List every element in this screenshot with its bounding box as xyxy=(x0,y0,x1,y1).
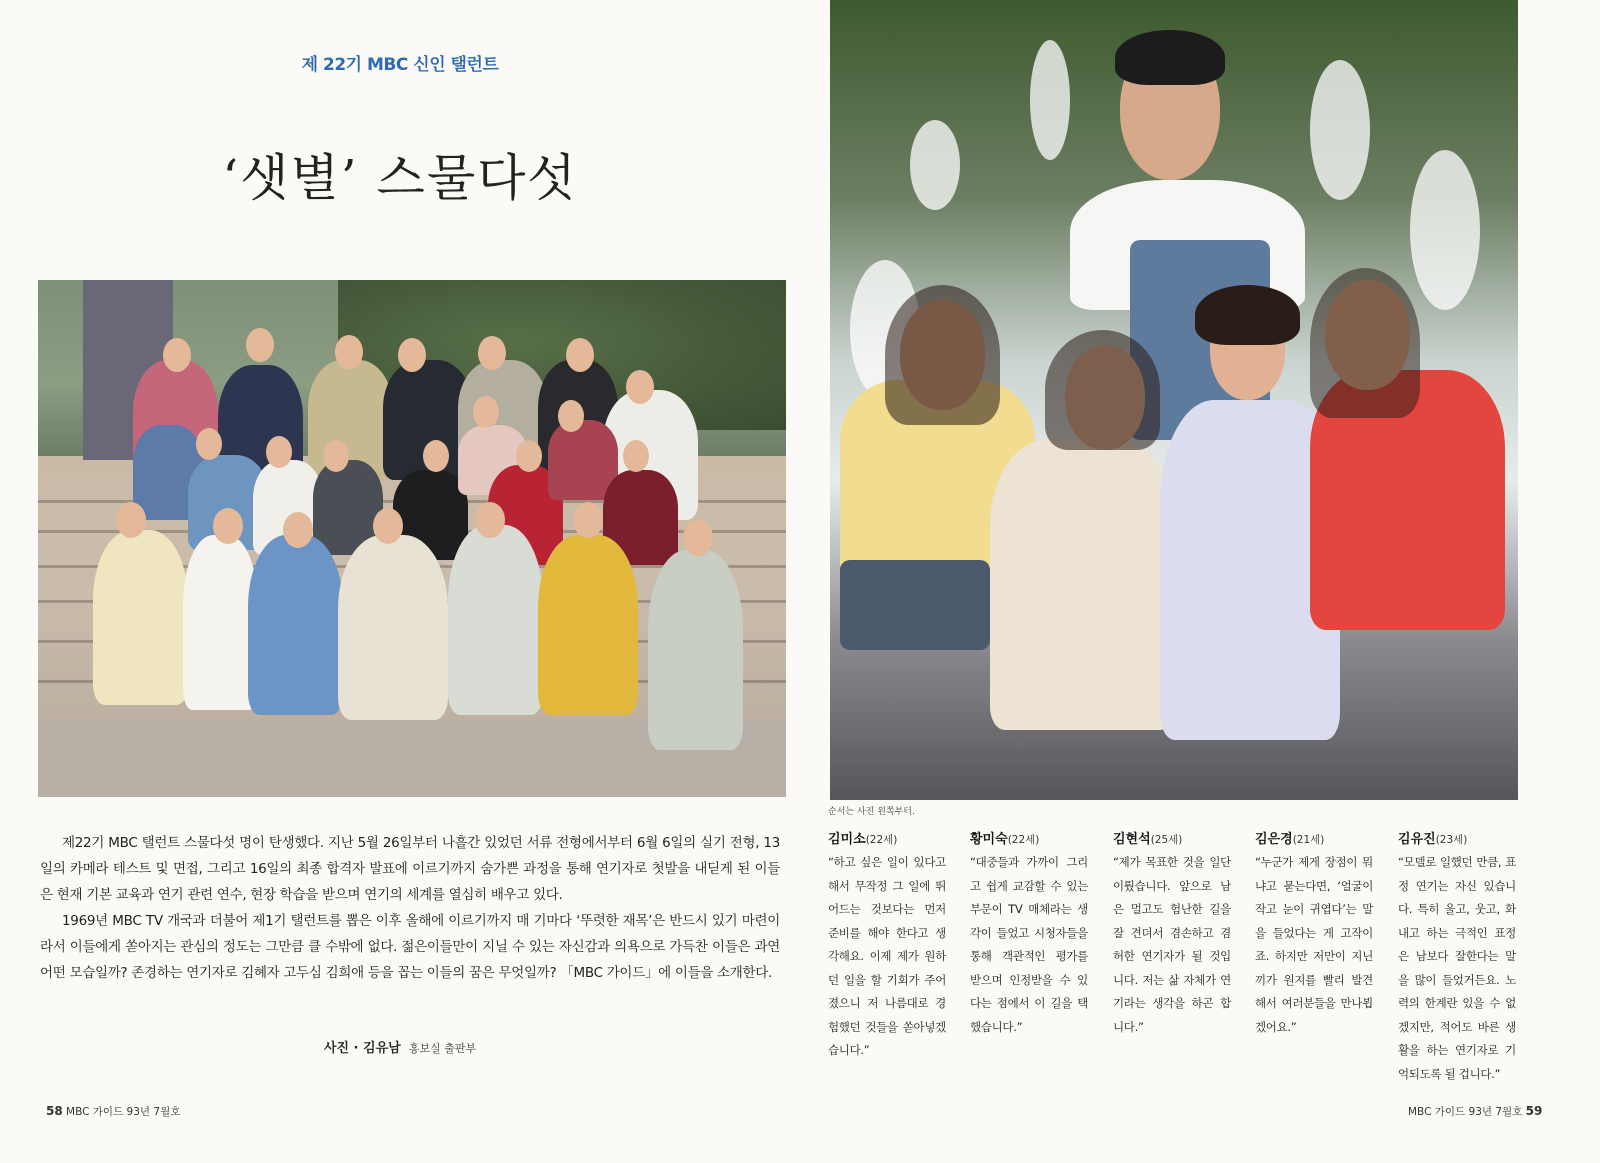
person xyxy=(648,550,743,750)
woman-hair xyxy=(1045,330,1160,450)
profile-item xyxy=(1113,828,1231,1039)
profile-age: (21세) xyxy=(1292,834,1325,846)
profile-name: 김현석 xyxy=(1113,832,1151,847)
person xyxy=(448,525,543,715)
left-magazine-label: MBC 가이드 93년 7월호 xyxy=(66,1106,181,1118)
article-kicker: 제 22기 MBC 신인 탤런트 xyxy=(301,55,499,75)
profile-age: (22세) xyxy=(865,834,898,846)
profile-name-line xyxy=(970,828,1088,847)
profile-item xyxy=(1255,828,1373,1039)
left-folio xyxy=(46,1104,180,1119)
credit-label: 사진 · 김유남 xyxy=(323,1041,401,1056)
woman-hair xyxy=(1195,285,1300,345)
water-splash xyxy=(1410,150,1480,310)
face xyxy=(323,440,349,472)
face xyxy=(196,428,222,460)
water-splash xyxy=(1310,60,1370,200)
profile-name-line xyxy=(1398,828,1516,847)
person xyxy=(93,530,188,705)
profile-name: 김은경 xyxy=(1255,832,1293,847)
man-hair xyxy=(1115,30,1225,85)
face xyxy=(398,338,426,372)
credit-dept: 홍보실 출판부 xyxy=(408,1042,477,1055)
face xyxy=(116,502,146,538)
profile-quote: “제가 목표한 것을 일단 이뤘습니다. 앞으로 남은 멀고도 험난한 길을 잘 견뎌서 겸손하고 겸허한 연기자가 될 것입니다. 저는 삶 자체가 연기라는 생각을 하곤 합니다.” xyxy=(1113,855,1231,1034)
profiles xyxy=(828,828,1518,1088)
face xyxy=(246,328,274,362)
profile-age: (23세) xyxy=(1435,834,1468,846)
profile-quote: “하고 싶은 일이 있다고 해서 무작정 그 일에 뛰어드는 것보다는 먼저 준비를 해야 한다고 생각해요. 이제 제가 원하던 일을 할 기회가 주어졌으니 저 나름대로 경험했던 것들을 쏟아넣겠습니다.” xyxy=(828,855,946,1057)
profile-item xyxy=(1398,828,1516,1086)
group-photo xyxy=(38,280,786,797)
body-paragraph: 1969년 MBC TV 개국과 더불어 제1기 탤런트를 뽑은 이후 올해에 이르기까지 매 기마다 ‘뚜렷한 재목’은 반드시 있기 마련이라서 이들에게 쏟아지는 관심의 정도는 그만큼 클 수밖에 없다. 젊은이들만이 지닐 수 있는 자신감과 의욕으로 가득찬 이들은 과연 어떤 모습일까? 존경하는 연기자로 김혜자 고두심 김희애 등을 꼽는 이들의 꿈은 무엇일까? 「MBC 가이드」에 이들을 소개한다. xyxy=(40,913,780,981)
face xyxy=(213,508,243,544)
face xyxy=(478,336,506,370)
face xyxy=(373,508,403,544)
right-magazine-label: MBC 가이드 93년 7월호 xyxy=(1408,1106,1523,1118)
face xyxy=(516,440,542,472)
face xyxy=(626,370,654,404)
profile-quote: “누군가 제게 장점이 뭐냐고 묻는다면, ‘얼굴이 작고 눈이 귀엽다’는 말을 들었다는 게 고작이죠. 하지만 저만이 지닌 끼가 원지를 빨리 발견해서 여러분들을 만나뵙겠어요.” xyxy=(1255,855,1373,1034)
face xyxy=(573,502,603,538)
face xyxy=(566,338,594,372)
woman-cream-suit xyxy=(990,440,1175,730)
right-folio xyxy=(1408,1104,1542,1119)
face xyxy=(423,440,449,472)
face xyxy=(473,396,499,428)
photo-credit xyxy=(0,1037,800,1056)
profile-quote: “모델로 일했던 만큼, 표정 연기는 자신 있습니다. 특히 울고, 웃고, 화내고 하는 극적인 표정은 남보다 잘한다는 말을 많이 들었거든요. 노력의 한계란 있을 수 없겠지만, 적어도 바른 생활을 하는 연기자로 기억되도록 될 겁니다.” xyxy=(1398,855,1516,1081)
woman-navy-skirt xyxy=(840,560,990,650)
photo-caption: 순서는 사진 왼쪽부터. xyxy=(828,807,915,817)
article-headline: ‘샛별’ 스물다섯 xyxy=(222,149,578,207)
profile-item xyxy=(828,828,946,1063)
face xyxy=(335,335,363,369)
face xyxy=(283,512,313,548)
profile-name: 김미소 xyxy=(828,832,866,847)
face xyxy=(266,436,292,468)
face xyxy=(623,440,649,472)
face xyxy=(558,400,584,432)
profile-name: 황미숙 xyxy=(970,832,1008,847)
water-splash xyxy=(910,120,960,210)
face xyxy=(163,338,191,372)
person xyxy=(538,535,638,715)
fountain-photo xyxy=(830,0,1518,800)
body-paragraph: 제22기 MBC 탤런트 스물다섯 명이 탄생했다. 지난 5월 26일부터 나흘간 있었던 서류 전형에서부터 6월 6일의 실기 전형, 13일의 카메라 테스트 및 면접, 그리고 16일의 최종 합격자 발표에 이르기까지 숨가쁜 과정을 통해 연기자로 첫발을 내딛게 된 이들은 현재 기본 교육과 연기 관련 연수, 현장 학습을 받으며 연기의 세계를 열심히 배우고 있다. xyxy=(40,835,780,903)
left-page-number: 58 xyxy=(46,1104,63,1118)
profile-name-line xyxy=(828,828,946,847)
profile-item xyxy=(970,828,1088,1039)
profile-age: (22세) xyxy=(1007,834,1040,846)
right-page-number: 59 xyxy=(1525,1104,1543,1118)
water-splash xyxy=(1030,40,1070,160)
person xyxy=(183,535,258,710)
profile-name: 김유진 xyxy=(1398,832,1436,847)
profile-name-line xyxy=(1113,828,1231,847)
article-body xyxy=(40,830,780,986)
profile-name-line xyxy=(1255,828,1373,847)
woman-hair xyxy=(1310,268,1420,418)
profile-quote: “대중들과 가까이 그리고 쉽게 교감할 수 있는 부문이 TV 매체라는 생각이 들었고 시청자들을 통해 객관적인 평가를 받으며 인정받을 수 있다는 점에서 이 길을 택했습니다.” xyxy=(970,855,1088,1034)
face xyxy=(475,502,505,538)
person xyxy=(338,535,448,720)
profile-age: (25세) xyxy=(1150,834,1183,846)
person xyxy=(248,535,343,715)
woman-hair xyxy=(885,285,1000,425)
face xyxy=(683,520,713,556)
